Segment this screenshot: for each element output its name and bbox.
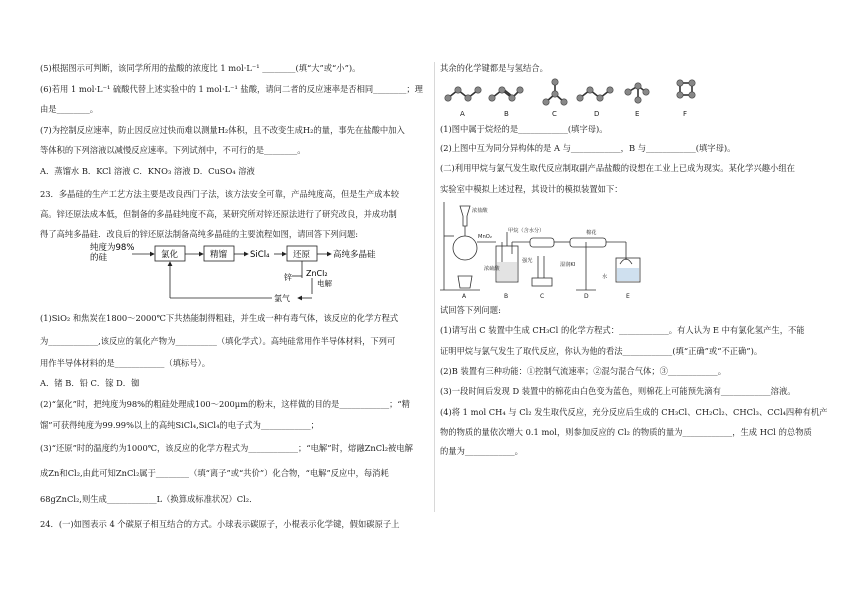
question-7-line1: (7)为控制反应速率，防止因反应过快而难以测量H₂体积，且不改变生成H₂的量，事先在盐酸中加入: [40, 125, 405, 135]
molecule-label-b: B: [504, 110, 509, 118]
apparatus-conc-h2so4-label: 浓硫酸: [484, 266, 500, 272]
right-column: [440, 0, 830, 607]
column-divider: [434, 62, 435, 512]
flow-step-distillation-label: 精馏: [210, 250, 228, 260]
question-part2-4-line2: 物的物质的量依次增大 0.1 mol，则参加反应的 Cl₂ 的物质的量为____________，生成 HCl 的总物质: [440, 427, 812, 437]
question-5: (5)根据图示可判断，该同学所用的盐酸的浓度比 1 mol·L⁻¹ ________(填“大”或“小”)。: [40, 63, 361, 73]
question-24-line2: 其余的化学键都是与氢结合。: [440, 63, 548, 73]
flow-zncl2-label: ZnCl₂: [306, 269, 328, 278]
apparatus-mno2-label: MnO₂: [478, 234, 492, 240]
flow-step-reduction-label: 还原: [293, 250, 311, 260]
question-6-line1: (6)若用 1 mol·L⁻¹ 硫酸代替上述实验中的 1 mol·L⁻¹ 盐酸，请问二者的反应速率是否相同________；理: [40, 84, 423, 94]
apparatus-label-b: B: [504, 293, 509, 300]
question-23-1-line2: 为____________,该反应的氧化产物为__________（填化学式）。高纯硅常用作半导体材料，下列可: [40, 336, 396, 346]
question-23-2-line1: (2)“氯化”时，把纯度为98%的粗硅处理成100～200μm的粉末，这样做的目的是____________；“精: [40, 399, 410, 409]
apparatus-wet-ki-label: 湿润KI: [560, 262, 576, 268]
question-23-1-options: A．锗 B．铅 C．镓 D．铷: [40, 378, 140, 388]
flow-zinc-label: 锌: [284, 273, 292, 282]
question-23-3-line3: 68gZnCl₂,则生成____________L（换算成标准状况）Cl₂．: [40, 494, 258, 504]
question-part2-2: (2)B 装置有三种功能：①控制气流速率；②混匀混合气体；③____________。: [440, 366, 726, 376]
question-23-2-line2: 馏”可获得纯度为99.99%以上的高纯SiCl₄,SiCl₄的电子式为____________；: [40, 420, 319, 430]
carbon-skeleton-models: [440, 76, 720, 118]
question-part2-3: (3)一段时间后发现 D 装置中的棉花由白色变为蓝色，则棉花上可能预先滴有____________溶液。: [440, 386, 796, 396]
question-23-3-line1: (3)“还原”时的温度约为1000℃，该反应的化学方程式为____________；“电解”时，熔融ZnCl₂被电解: [40, 443, 413, 453]
flow-input-label: 纯度为98%: [90, 243, 135, 253]
molecule-label-f: F: [683, 110, 688, 118]
molecule-label-c: C: [552, 110, 557, 118]
apparatus-cotton-label: 棉花: [586, 230, 597, 236]
question-24-2: (2)上图中互为同分异构体的是 A 与____________，B 与____________(填字母)。: [440, 143, 736, 153]
question-24-part2-line1: (二)利用甲烷与氯气发生取代反应制取副产品盐酸的设想在工业上已成为现实。某化学兴趣小组在: [440, 163, 795, 173]
question-24-1: (1)图中属于烷烃的是____________(填字母)。: [440, 124, 608, 134]
apparatus-methane-label: 甲烷（含水分）: [508, 228, 545, 234]
flow-product-label: 高纯多晶硅: [333, 250, 376, 260]
molecule-label-d: D: [594, 110, 600, 118]
flow-input-label-2: 的硅: [90, 253, 108, 263]
molecule-label-a: A: [460, 110, 465, 118]
question-23-3-line2: 成Zn和Cl₂,由此可知ZnCl₂属于________（填“离子”或“共价”）化合物，“电解”反应中，每消耗: [40, 468, 389, 478]
apparatus-water-label: 水: [602, 274, 608, 280]
question-part2-4-line1: (4)将 1 mol CH₄ 与 Cl₂ 发生取代反应，充分反应后生成的 CH₃Cl、CH₂Cl₂、CHCl₃、CCl₄四种有机产: [440, 407, 828, 417]
flow-chlorine-label: 氯气: [274, 294, 290, 303]
question-6-line2: 由是________。: [40, 104, 99, 114]
apparatus-label-a: A: [462, 293, 467, 300]
question-7-options: A．蒸馏水 B．KCl 溶液 C．KNO₃ 溶液 D．CuSO₄ 溶液: [40, 166, 255, 176]
molecule-label-e: E: [635, 110, 640, 118]
flow-sicl4-label: SiCl₄: [250, 250, 270, 260]
apparatus-light-label: 强光: [522, 258, 533, 264]
question-part2-4-line3: 的量为____________。: [440, 446, 523, 456]
question-24-part2-line2: 实验室中模拟上述过程，其设计的模拟装置如下：: [440, 184, 623, 194]
apparatus-label-d: D: [584, 293, 589, 300]
question-prompt: 试回答下列问题:: [440, 305, 501, 315]
question-23-line2: 高。锌还原法成本低，但制备的多晶硅纯度不高，某研究所对锌还原法进行了研究改良，并成功制: [40, 209, 397, 219]
question-23-1-line3: 用作半导体材料的是____________（填标号）。: [40, 358, 211, 368]
question-23-1-line1: (1)SiO₂ 和焦炭在1800～2000℃下共热能制得粗硅，并生成一种有毒气体，该反应的化学方程式: [40, 313, 399, 323]
apparatus-label-e: E: [626, 293, 630, 300]
left-column: [40, 0, 430, 607]
question-24-line1: 24．(一)如图表示 4 个碳原子相互结合的方式。小球表示碳原子，小棍表示化学键，假如碳原子上: [40, 519, 400, 529]
methane-chlorination-apparatus: [440, 198, 650, 300]
zinc-reduction-flowchart: [88, 240, 388, 305]
question-7-line2: 等体积的下列溶液以减慢反应速率。下列试剂中，不可行的是________。: [40, 145, 306, 155]
question-23-line3: 得了高纯多晶硅．改良后的锌还原法制备高纯多晶硅的主要流程如图，请回答下列问题:: [40, 229, 359, 239]
flow-electrolysis-label: 电解: [317, 279, 332, 288]
apparatus-label-c: C: [540, 293, 545, 300]
question-part2-1-line2: 证明甲烷与氯气发生了取代反应，你认为他的看法____________(填“正确”或“不正确”)。: [440, 346, 763, 356]
question-part2-1-line1: (1)请写出 C 装置中生成 CH₃Cl 的化学方程式：____________。有人认为 E 中有氯化氢产生，不能: [440, 325, 805, 335]
apparatus-conc-hcl-label: 浓盐酸: [472, 208, 488, 214]
flow-step-chlorination-label: 氯化: [161, 250, 179, 260]
question-23-line1: 23．多晶硅的生产工艺方法主要是改良西门子法，该方法安全可靠，产品纯度高，但是生产成本较: [40, 189, 400, 199]
